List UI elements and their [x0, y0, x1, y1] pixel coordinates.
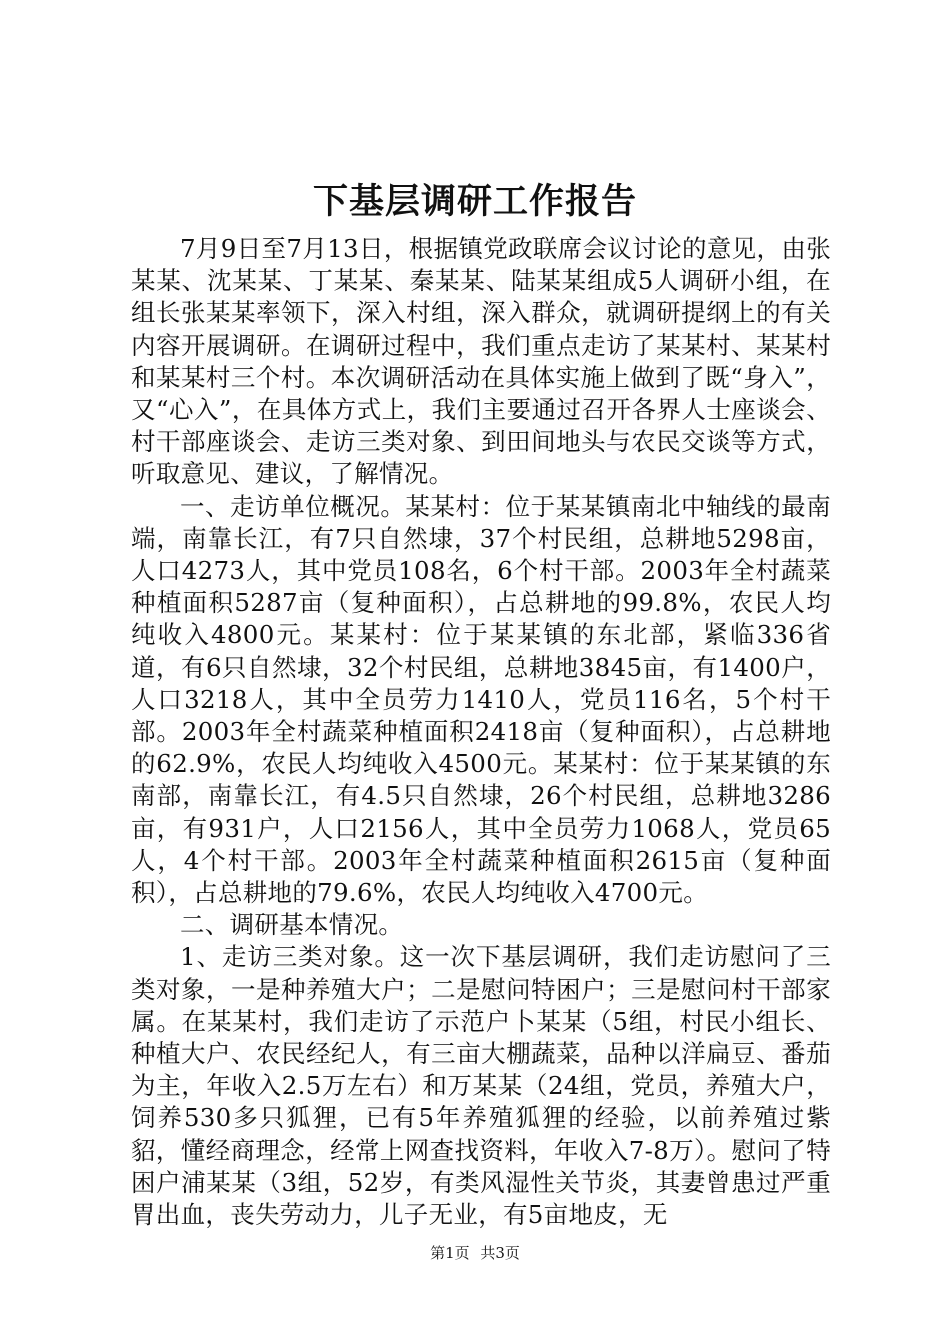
page-total: 共3页: [480, 1244, 520, 1262]
paragraph-section-2-heading: 二、调研基本情况。: [180, 910, 404, 940]
paragraph-section-2-1: 1、走访三类对象。这一次下基层调研，我们走访慰问了三类对象，一是种养殖大户；二是慰问特困户；三是慰问村干部家属。在某某村，我们走访了示范户卜某某（5组，村民小组长、种植大户、农民经纪人，有三亩大棚蔬菜，品种以洋扁豆、番茄为主，年收入2.5万左右）和万某某（24组，党员，养殖大户，饲养530多只狐狸，已有5年养殖狐狸的经验，以前养殖过紫貂，懂经商理念，经常上网查找资料，年收入7-8万）。慰问了特困户浦某某（3组，52岁，有类风湿性关节炎，其妻曾患过严重胃出血，丧失劳动力，儿子无业，有5亩地皮，无: [131, 942, 831, 1230]
page-footer: [0, 1243, 950, 1263]
paragraph-section-1: 一、走访单位概况。某某村：位于某某镇南北中轴线的最南端，南靠长江，有7只自然埭，37个村民组，总耕地5298亩，人口4273人，其中党员108名，6个村干部。2003年全村蔬菜种植面积5287亩（复种面积），占总耕地的99.8%，农民人均纯收入4800元。某某村：位于某某镇的东北部，紧临336省道，有6只自然埭，32个村民组，总耕地3845亩，有1400户，人口3218人，其中全员劳力1410人，党员116名，5个村干部。2003年全村蔬菜种植面积2418亩（复种面积），占总耕地的62.9%，农民人均纯收入4500元。某某村：位于某某镇的东南部，南靠长江，有4.5只自然埭，26个村民组，总耕地3286亩，有931户，人口2156人，其中全员劳力1068人，党员65人，4个村干部。2003年全村蔬菜种植面积2615亩（复种面积），占总耕地的79.6%，农民人均纯收入4700元。: [131, 491, 831, 908]
document-body: [131, 233, 831, 1231]
page-number: 第1页: [430, 1244, 470, 1262]
document-title: 下基层调研工作报告: [312, 181, 637, 222]
paragraph-intro: 7月9日至7月13日，根据镇党政联席会议讨论的意见，由张某某、沈某某、丁某某、秦某某、陆某某组成5人调研小组，在组长张某某率领下，深入村组，深入群众，就调研提纲上的有关内容开展调研。在调研过程中，我们重点走访了某某村、某某村和某某村三个村。本次调研活动在具体实施上做到了既“身入”，又“心入”，在具体方式上，我们主要通过召开各界人士座谈会、村干部座谈会、走访三类对象、到田间地头与农民交谈等方式，听取意见、建议，了解情况。: [131, 234, 831, 489]
